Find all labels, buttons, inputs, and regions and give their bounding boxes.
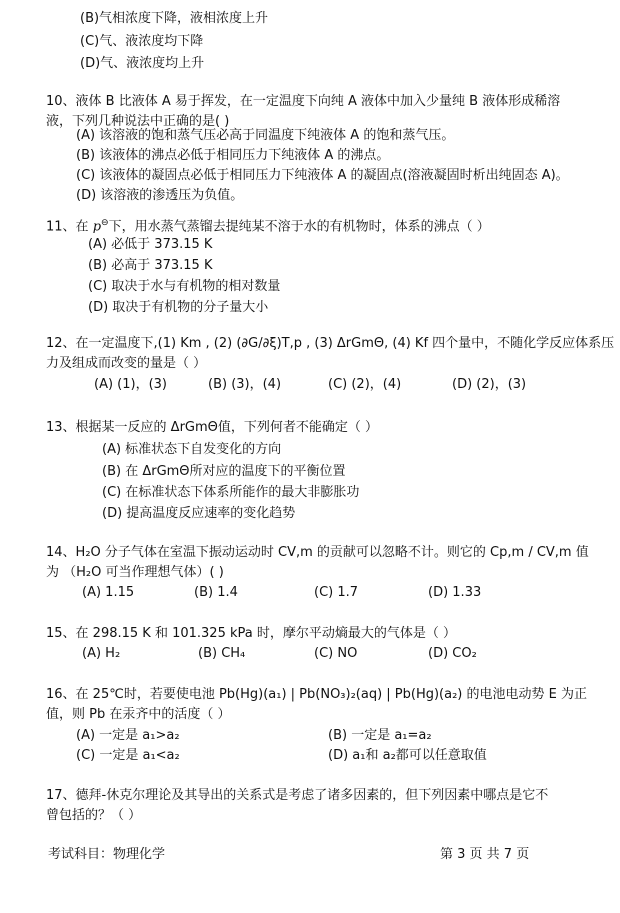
q14-option-d: (D) 1.33 [428, 585, 482, 600]
q14-stem-line2: 为 （H₂O 可当作理想气体）( ) [46, 565, 224, 580]
footer-page-number: 第 3 页 共 7 页 [440, 847, 530, 862]
q15-option-d: (D) CO₂ [428, 646, 477, 661]
q16-option-b: (B) 一定是 a₁=a₂ [328, 728, 432, 743]
q12-option-d: (D) (2)，(3) [452, 377, 527, 392]
q11-standard-sup: ⊖ [101, 218, 109, 228]
q16-option-d: (D) a₁和 a₂都可以任意取值 [328, 748, 487, 763]
q17-stem-line1: 17、德拜-休克尔理论及其导出的关系式是考虑了诸多因素的，但下列因素中哪点是它不 [46, 788, 549, 803]
q14-stem-line1: 14、H₂O 分子气体在室温下振动运动时 CV,m 的贡献可以忽略不计。则它的 Cp,m / CV,m 值 [46, 545, 589, 560]
q14-option-a: (A) 1.15 [82, 585, 135, 600]
q11-stem [46, 214, 490, 236]
q15-option-a: (A) H₂ [82, 646, 121, 661]
q15-option-c: (C) NO [314, 646, 358, 661]
q15-stem: 15、在 298.15 K 和 101.325 kPa 时，摩尔平动熵最大的气体是（ ） [46, 626, 456, 641]
q15-option-b: (B) CH₄ [198, 646, 246, 661]
q12-stem-line2: 力及组成而改变的量是（ ） [46, 356, 207, 371]
q12-option-b: (B) (3)，(4) [208, 377, 282, 392]
q12-option-c: (C) (2)，(4) [328, 377, 402, 392]
q11-stem-suffix: 下，用水蒸气蒸镏去提纯某不溶于水的有机物时，体系的沸点（ ） [108, 219, 490, 235]
q13-option-c: (C) 在标准状态下体系所能作的最大非膨胀功 [102, 485, 360, 500]
q12-stem-line1: 12、在一定温度下,(1) Km , (2) (∂G/∂ξ)T,p , (3) ΔrGmΘ, (4) Kf 四个量中，不随化学反应体系压 [46, 336, 615, 351]
q9-option-d: (D)气、液浓度均上升 [80, 56, 205, 71]
q16-stem-line2: 值，则 Pb 在汞齐中的活度（ ） [46, 707, 231, 722]
q13-option-a: (A) 标准状态下自发变化的方向 [102, 442, 282, 457]
q16-stem-line1: 16、在 25℃时，若要使电池 Pb(Hg)(a₁) | Pb(NO₃)₂(aq) | Pb(Hg)(a₂) 的电池电动势 E 为正 [46, 687, 587, 702]
q11-option-b: (B) 必高于 373.15 K [88, 258, 213, 273]
q13-stem: 13、根据某一反应的 ΔrGmΘ值，下列何者不能确定（ ） [46, 420, 379, 435]
q11-option-c: (C) 取决于水与有机物的相对数量 [88, 279, 281, 294]
q9-option-b: (B)气相浓度下降，液相浓度上升 [80, 11, 269, 26]
q13-option-d: (D) 提高温度反应速率的变化趋势 [102, 506, 296, 521]
q11-option-a: (A) 必低于 373.15 K [88, 237, 213, 252]
q11-option-d: (D) 取决于有机物的分子量大小 [88, 300, 269, 315]
q10-option-c: (C) 该液体的凝固点必低于相同压力下纯液体 A 的凝固点(溶液凝固时析出纯固态 A)。 [76, 168, 569, 183]
q12-option-a: (A) (1)，(3) [94, 377, 167, 392]
q10-stem: 10、液体 B 比液体 A 易于挥发，在一定温度下向纯 A 液体中加入少量纯 B 液体形成稀溶液，下列几种说法中正确的是( ) [46, 94, 561, 129]
q14-option-c: (C) 1.7 [314, 585, 359, 600]
q16-option-c: (C) 一定是 a₁<a₂ [76, 748, 180, 763]
q13-option-b: (B) 在 ΔrGmΘ所对应的温度下的平衡位置 [102, 464, 346, 479]
q11-pressure-symbol: p [92, 219, 102, 235]
q9-option-c: (C)气、液浓度均下降 [80, 34, 204, 49]
q14-option-b: (B) 1.4 [194, 585, 238, 600]
q11-stem-prefix: 11、在 [46, 219, 93, 235]
q10-option-a: (A) 该溶液的饱和蒸气压必高于同温度下纯液体 A 的饱和蒸气压。 [76, 128, 455, 143]
footer-subject: 考试科目：物理化学 [48, 847, 166, 862]
q10-option-b: (B) 该液体的沸点必低于相同压力下纯液体 A 的沸点。 [76, 148, 390, 163]
q17-stem-line2: 曾包括的？（ ） [46, 808, 142, 823]
q10-option-d: (D) 该溶液的渗透压为负值。 [76, 188, 244, 203]
q16-option-a: (A) 一定是 a₁>a₂ [76, 728, 180, 743]
